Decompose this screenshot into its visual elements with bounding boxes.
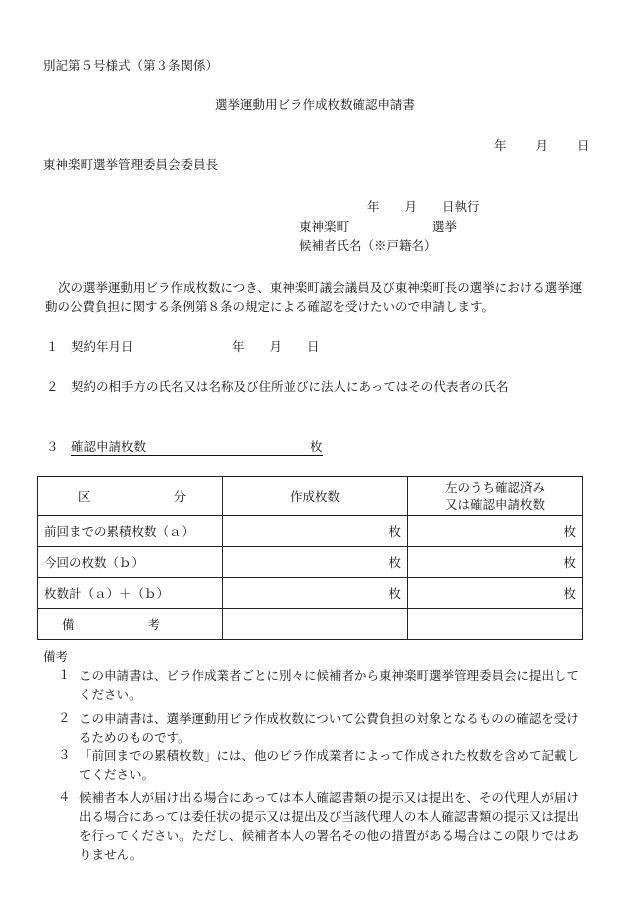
notes-title: 備考 <box>43 649 69 664</box>
date-month: 月 <box>535 138 549 153</box>
table-row <box>38 516 583 547</box>
confirmed-count-cell[interactable]: 枚 <box>408 578 583 609</box>
note-text: この申請書は、ビラ作成業者ごとに別々に候補者から東神楽町選挙管理委員会に提出してください。 <box>79 668 580 702</box>
table-row <box>38 547 583 578</box>
document-title: 選挙運動用ビラ作成枚数確認申請書 <box>214 97 415 112</box>
town-name: 東神楽町 <box>299 219 350 234</box>
remarks-cell[interactable] <box>408 609 583 640</box>
recipient: 東神楽町選挙管理委員会委員長 <box>43 157 219 172</box>
created-count-cell[interactable]: 枚 <box>223 547 408 578</box>
remarks-label: 備 考 <box>38 609 223 640</box>
date-year: 年 <box>494 138 507 153</box>
count-table <box>37 476 583 640</box>
item1-number: １ <box>46 339 59 354</box>
requested-count-underline <box>71 455 323 456</box>
note-number: １ <box>58 667 71 682</box>
row-label: 前回までの累積枚数（ａ） <box>38 516 223 547</box>
election-exec-date: 年 月 日執行 <box>367 199 480 214</box>
note-text: 「前回までの累積枚数」には、他のビラ作成業者によって作成された枚数を含めて記載してください。 <box>79 748 580 782</box>
application-statement: 次の選挙運動用ビラ作成枚数につき、東神楽町議会議員及び東神楽町長の選挙における選挙運動の公費負担に関する条例第８条の規定による確認を受けたいので申請します。 <box>45 280 583 314</box>
confirmed-count-cell[interactable]: 枚 <box>408 547 583 578</box>
candidate-name-label: 候補者氏名（※戸籍名） <box>299 238 437 253</box>
table-header-row <box>38 477 583 516</box>
item2-number: ２ <box>46 379 59 394</box>
row-label: 今回の枚数（ｂ） <box>38 547 223 578</box>
remarks-row <box>38 609 583 640</box>
election-label: 選挙 <box>432 219 458 234</box>
table-row <box>38 578 583 609</box>
confirmed-count-cell[interactable]: 枚 <box>408 516 583 547</box>
row-label: 枚数計（ａ）＋（ｂ） <box>38 578 223 609</box>
header-category: 区 分 <box>38 477 223 516</box>
created-count-cell[interactable]: 枚 <box>223 516 408 547</box>
note-number: ２ <box>58 710 71 725</box>
note-text: この申請書は、選挙運動用ビラ作成枚数について公費負担の対象となるものの確認を受けるためのものです。 <box>79 711 579 745</box>
header-confirmed-count: 左のうち確認済み 又は確認申請枚数 <box>408 477 583 516</box>
date-day: 日 <box>577 138 590 153</box>
contract-date-label: 契約年月日 <box>71 339 134 354</box>
remarks-cell[interactable] <box>223 609 408 640</box>
contractor-info-label: 契約の相手方の氏名又は名称及び住所並びに法人にあってはその代表者の氏名 <box>71 379 509 394</box>
note-text: 候補者本人が届け出る場合にあっては本人確認書類の提示又は提出を、その代理人が届け出る場合にあっては委任状の提示又は提出及び当該代理人の本人確認書類の提示又は提出を行ってください。ただし、候補者本人の署名その他の措置がある場合はこの限りではありません。 <box>79 790 580 862</box>
requested-count-label: 確認申請枚数 <box>71 439 147 454</box>
requested-count-unit: 枚 <box>310 439 323 454</box>
form-number-label: 別記第５号様式（第３条関係） <box>43 58 219 73</box>
item3-number: ３ <box>46 439 59 454</box>
created-count-cell[interactable]: 枚 <box>223 578 408 609</box>
header-created-count: 作成枚数 <box>223 477 408 516</box>
contract-date-field: 年 月 日 <box>232 339 320 354</box>
application-date <box>494 140 590 153</box>
note-number: ４ <box>58 789 71 804</box>
note-number: ３ <box>58 747 71 762</box>
